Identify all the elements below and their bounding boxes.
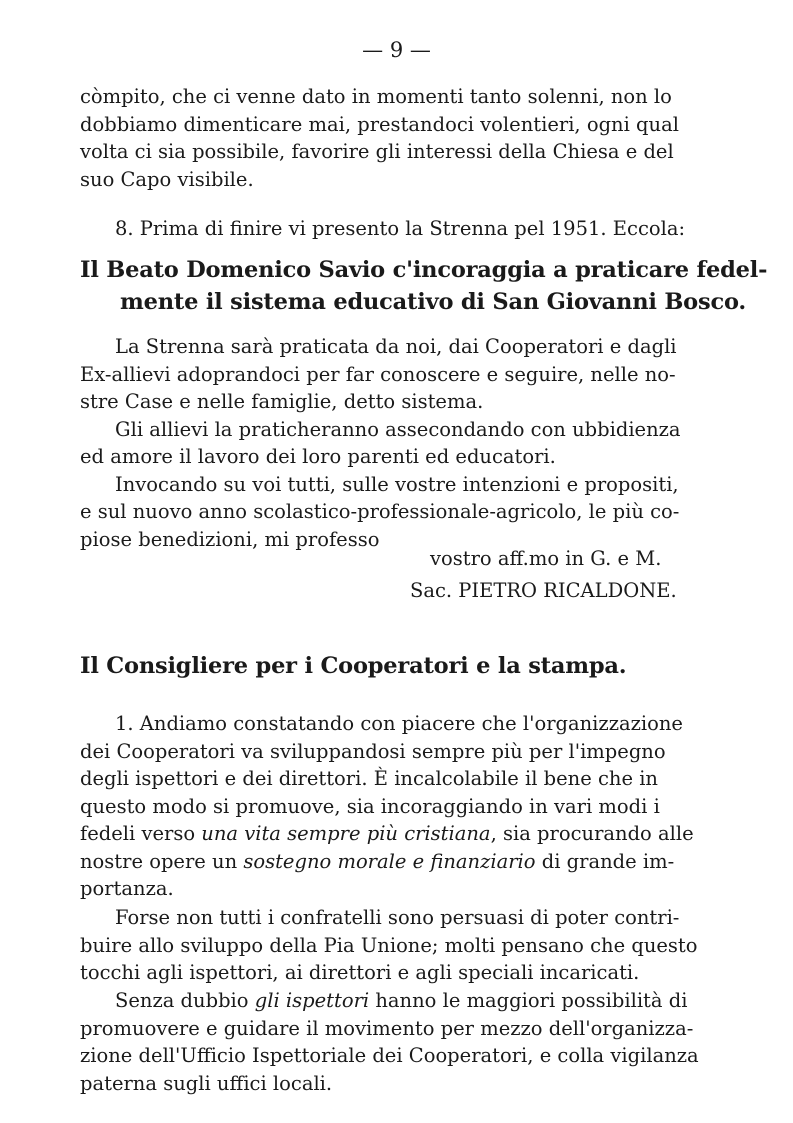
text-line: stre Case e nelle famiglie, detto sistema. [80, 390, 484, 413]
text-line: buire allo sviluppo della Pia Unione; molti pensano che questo [80, 933, 698, 957]
text-run: di grande im- [535, 849, 675, 873]
text-line: promuovere e guidare il movimento per mezzo dell'organizza- [80, 1016, 694, 1040]
text-line: degli ispettori e dei direttori. È incalcolabile il bene che in [80, 767, 658, 790]
strenna-title [80, 254, 768, 318]
text-line: 8. Prima di finire vi presento la Strenna pel 1951. Eccola: [115, 217, 686, 240]
text-line: suo Capo visibile. [80, 167, 254, 191]
section-heading: Il Consigliere per i Cooperatori e la stampa. [80, 653, 627, 679]
emphasis-text: sostegno morale e finanziario [243, 849, 536, 873]
text-line: volta ci sia possibile, favorire gli interessi della Chiesa e del [80, 140, 674, 163]
text-line [80, 848, 710, 876]
text-line [80, 820, 710, 848]
section-paragraph-1 [80, 710, 710, 903]
text-line: e sul nuovo anno scolastico-professionale-agricolo, le più co- [80, 500, 680, 523]
signature-closing: vostro aff.mo in G. e M. [430, 547, 662, 570]
signature-name: Sac. PIETRO RICALDONE. [410, 579, 677, 602]
page-number: — 9 — [362, 38, 431, 62]
text-line: dei Cooperatori va sviluppandosi sempre più per l'impegno [80, 739, 666, 763]
text-run: nostre opere un [80, 849, 244, 873]
text-line: La Strenna sarà praticata da noi, dai Cooperatori e dagli [115, 335, 677, 358]
text-line [80, 987, 710, 1015]
text-line: còmpito, che ci venne dato in momenti tanto solenni, non lo [80, 85, 672, 108]
text-run: Senza dubbio [115, 989, 255, 1012]
text-line: Gli allievi la praticheranno assecondando con ubbidienza [115, 417, 681, 441]
text-run: fedeli verso [80, 822, 202, 845]
text-line: portanza. [80, 877, 174, 900]
strenna-body [80, 333, 710, 553]
heading-line: Il Beato Domenico Savio c'incoraggia a praticare fedel- [80, 257, 768, 283]
text-line: dobbiamo dimenticare mai, prestandoci volentieri, ogni qual [80, 112, 679, 136]
heading-line: mente il sistema educativo di San Giovanni Bosco. [120, 289, 746, 315]
text-line: Ex-allievi adoprandoci per far conoscere e seguire, nelle no- [80, 362, 676, 386]
emphasis-text: una vita sempre più cristiana [201, 822, 491, 845]
section-paragraph-2 [80, 904, 710, 987]
strenna-intro [80, 215, 710, 243]
text-line: piose benedizioni, mi professo [80, 527, 380, 551]
text-line: zione dell'Ufficio Ispettoriale dei Cooperatori, e colla vigilanza [80, 1044, 699, 1067]
text-line: questo modo si promuove, sia incoraggiando in vari modi i [80, 794, 660, 818]
emphasis-text: gli ispettori [254, 989, 370, 1012]
text-line: ed amore il lavoro dei loro parenti ed educatori. [80, 445, 556, 468]
text-line: tocchi agli ispettori, ai direttori e agli speciali incaricati. [80, 961, 640, 984]
text-run: , sia procurando alle [490, 822, 694, 845]
text-line: Forse non tutti i confratelli sono persuasi di poter contri- [115, 906, 680, 929]
text-line: paterna sugli uffici locali. [80, 1071, 333, 1095]
text-line: Invocando su voi tutti, sulle vostre intenzioni e propositi, [115, 472, 679, 496]
section-paragraph-3 [80, 987, 710, 1097]
top-paragraph [80, 83, 710, 193]
text-line: 1. Andiamo constatando con piacere che l'organizzazione [115, 712, 683, 735]
text-run: hanno le maggiori possibilità di [369, 989, 688, 1012]
